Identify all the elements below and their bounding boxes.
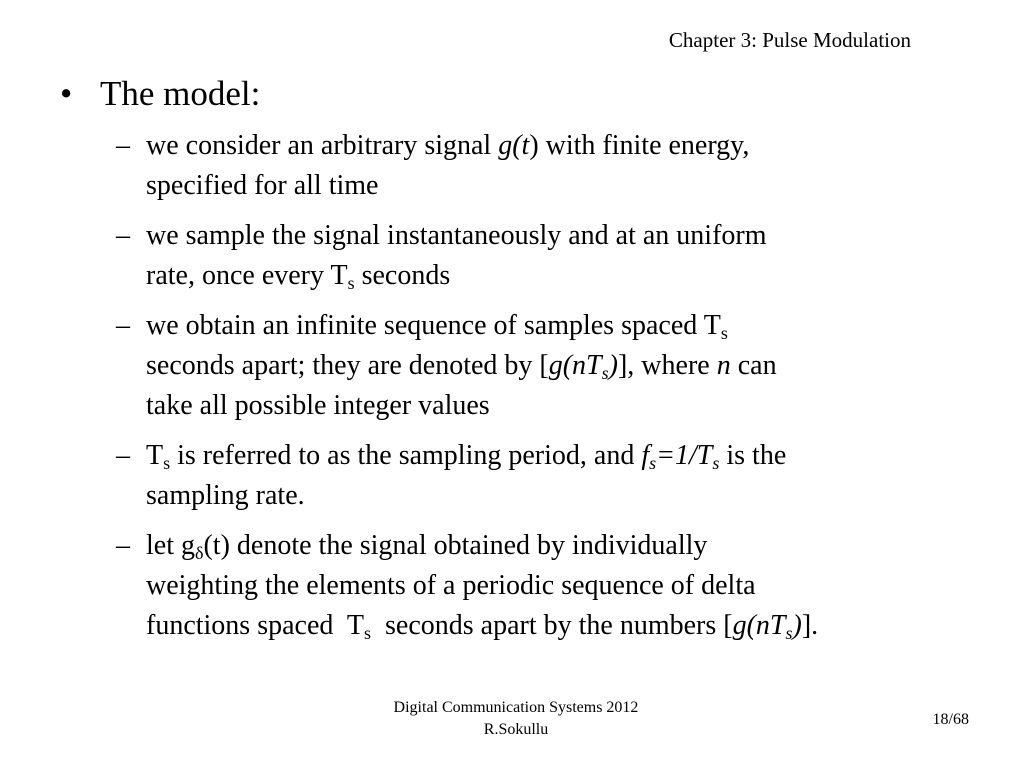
dash-icon: – [116,310,130,341]
heading-text: The model: [100,74,261,113]
subscript: s [163,453,171,473]
dash-icon: – [116,220,130,251]
item-line [146,346,926,386]
item-line [146,306,926,346]
math-run: n [716,350,731,381]
dash-icon: – [116,530,130,561]
dash-icon: – [116,130,130,161]
math-run: ) [792,610,802,641]
subscript: s [712,453,720,473]
item-line: weighting the elements of a periodic sequence of delta [146,570,756,601]
text-run: ]. [801,610,819,641]
item-line: take all possible integer values [146,390,490,421]
text-run: seconds apart; they are denoted by [ [146,350,549,381]
text-run: ], where [617,350,717,381]
list-item [116,216,926,296]
item-line [146,526,926,566]
subscript: s [720,323,728,343]
item-line: sampling rate. [146,480,305,511]
sub-bullet-list [116,126,926,656]
main-bullet [60,72,260,116]
math-run: ) [608,350,618,381]
math-run: g(t [498,130,530,161]
item-line [146,256,926,296]
chapter-title: Chapter 3: Pulse Modulation [668,28,911,52]
dash-icon: – [116,440,130,471]
math-run: =1/T [656,440,713,471]
text-run: T [146,440,164,471]
list-item [116,126,926,206]
subscript: δ [195,543,204,563]
item-line [146,606,926,646]
footer-course: Digital Communication Systems 2012 [393,699,639,716]
text-run: let g [146,530,195,561]
footer [0,697,1024,741]
text-run: functions spaced T [146,610,364,641]
text-run: seconds apart by the numbers [ [371,610,733,641]
math-run: g(nT [548,350,602,381]
text-run: rate, once every T [146,260,348,291]
math-run: g(nT [732,610,786,641]
text-run: we obtain an infinite sequence of samples spaced T [146,310,721,341]
subscript: s [363,623,371,643]
footer-author: R.Sokullu [483,721,549,738]
text-run: is referred to as the sampling period, and [170,440,642,471]
text-run: ) with finite energy, [529,130,750,161]
list-item [116,526,926,646]
list-item [116,306,926,426]
item-line: we sample the signal instantaneously and at an uniform [146,220,767,251]
text-run: we consider an arbitrary signal [146,130,499,161]
text-run: seconds [354,260,451,291]
subscript: s [649,453,657,473]
bullet-icon: • [60,74,73,113]
math-run: f [641,440,650,471]
list-item [116,436,926,516]
subscript: s [601,363,609,383]
item-line [146,436,926,476]
text-run: can [730,350,777,381]
subscript: s [785,623,793,643]
subscript: s [347,273,355,293]
text-run: is the [719,440,787,471]
item-line: specified for all time [146,170,379,201]
item-line [146,126,926,166]
text-run: (t) denote the signal obtained by individually [203,530,708,561]
page-number: 18/68 [932,711,969,728]
